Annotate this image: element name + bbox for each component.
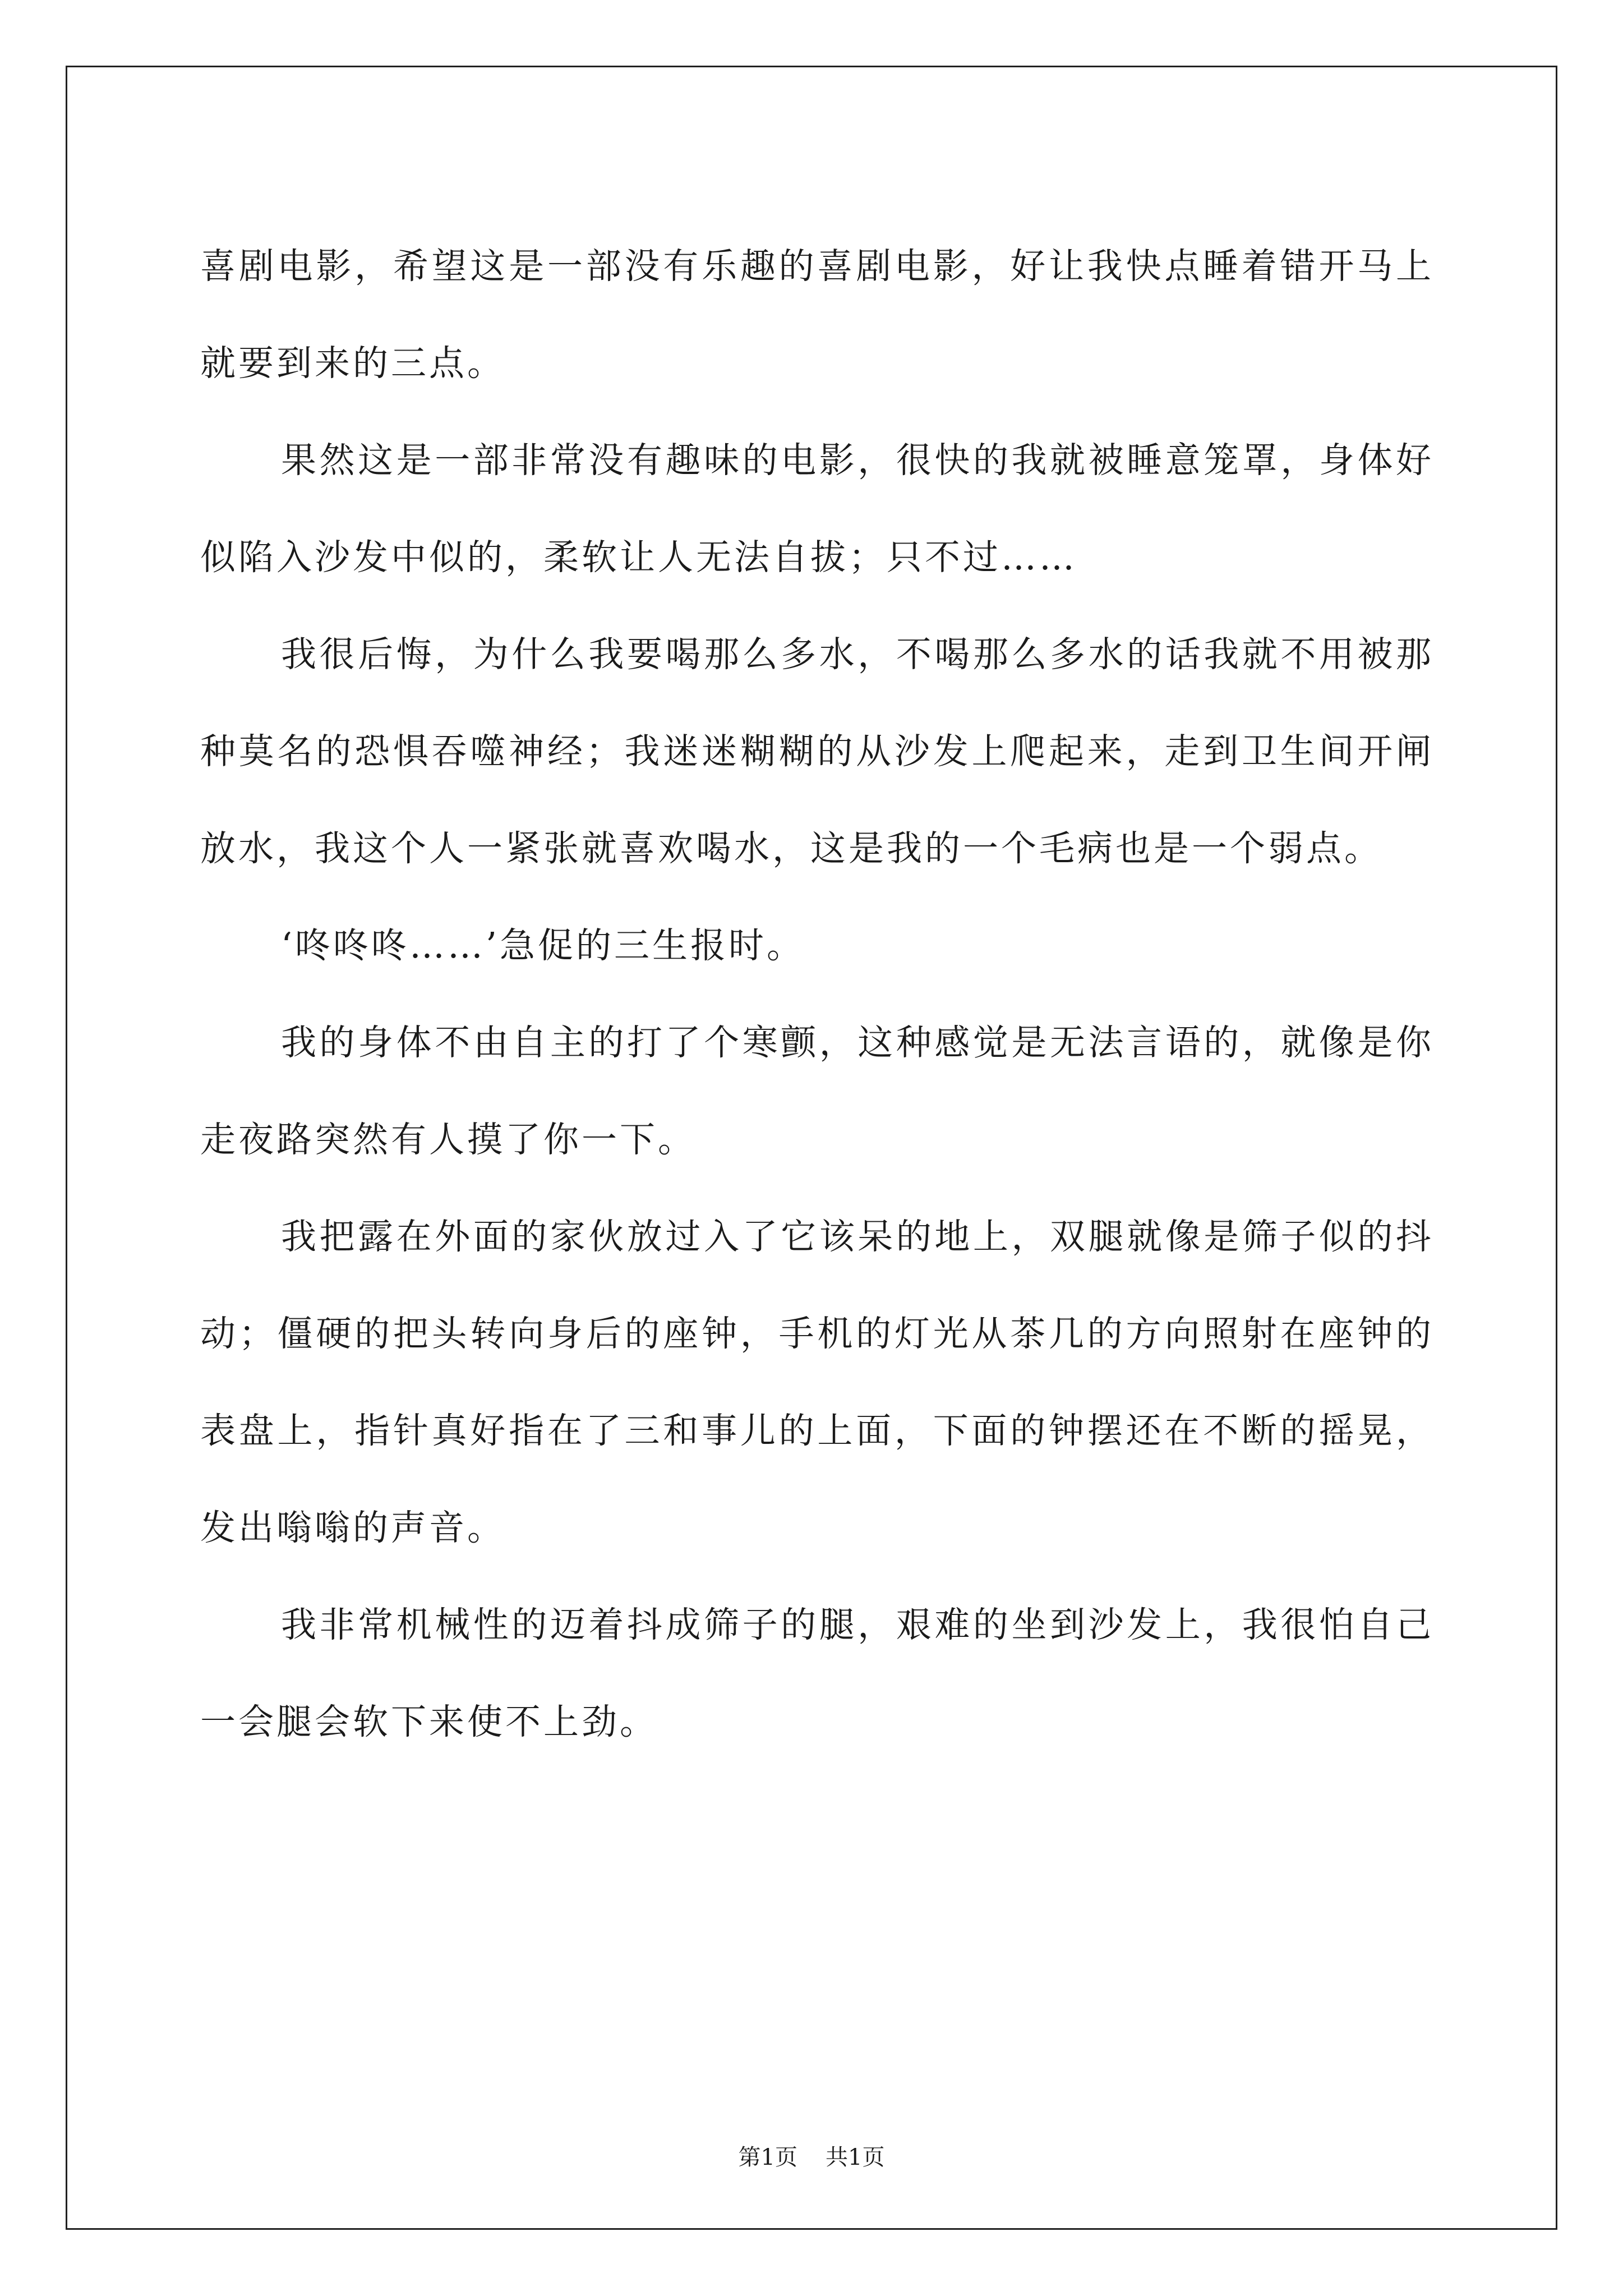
- paragraph: 喜剧电影，希望这是一部没有乐趣的喜剧电影，好让我快点睡着错开马上就要到来的三点。: [200, 246, 1434, 384]
- page-total: 共1页: [826, 2145, 885, 2170]
- paragraph: ‘咚咚咚……’急促的三生报时。: [281, 925, 805, 966]
- paragraph: 我把露在外面的家伙放过入了它该呆的地上，双腿就像是筛子似的抖动；僵硬的把头转向身后的座钟，手机的灯光从茶几的方向照射在座钟的表盘上，指针真好指在了三和事儿的上面，下面的钟摆还在不断的摇晃，发出嗡嗡的声音。: [200, 1216, 1434, 1548]
- paragraph: 我非常机械性的迈着抖成筛子的腿，艰难的坐到沙发上，我很怕自己一会腿会软下来使不上劲。: [200, 1604, 1434, 1742]
- paragraph: 果然这是一部非常没有趣味的电影，很快的我就被睡意笼罩，身体好似陷入沙发中似的，柔软让人无法自拔；只不过……: [200, 440, 1434, 578]
- page-footer: [0, 2139, 1623, 2171]
- document-body: [200, 218, 1434, 1770]
- paragraph: 我很后悔，为什么我要喝那么多水，不喝那么多水的话我就不用被那种莫名的恐惧吞噬神经；我迷迷糊糊的从沙发上爬起来，走到卫生间开闸放水，我这个人一紧张就喜欢喝水，这是我的一个毛病也是一个弱点。: [200, 634, 1434, 869]
- page-number: 第1页: [738, 2145, 797, 2170]
- paragraph: 我的身体不由自主的打了个寒颤，这种感觉是无法言语的，就像是你走夜路突然有人摸了你一下。: [200, 1022, 1434, 1160]
